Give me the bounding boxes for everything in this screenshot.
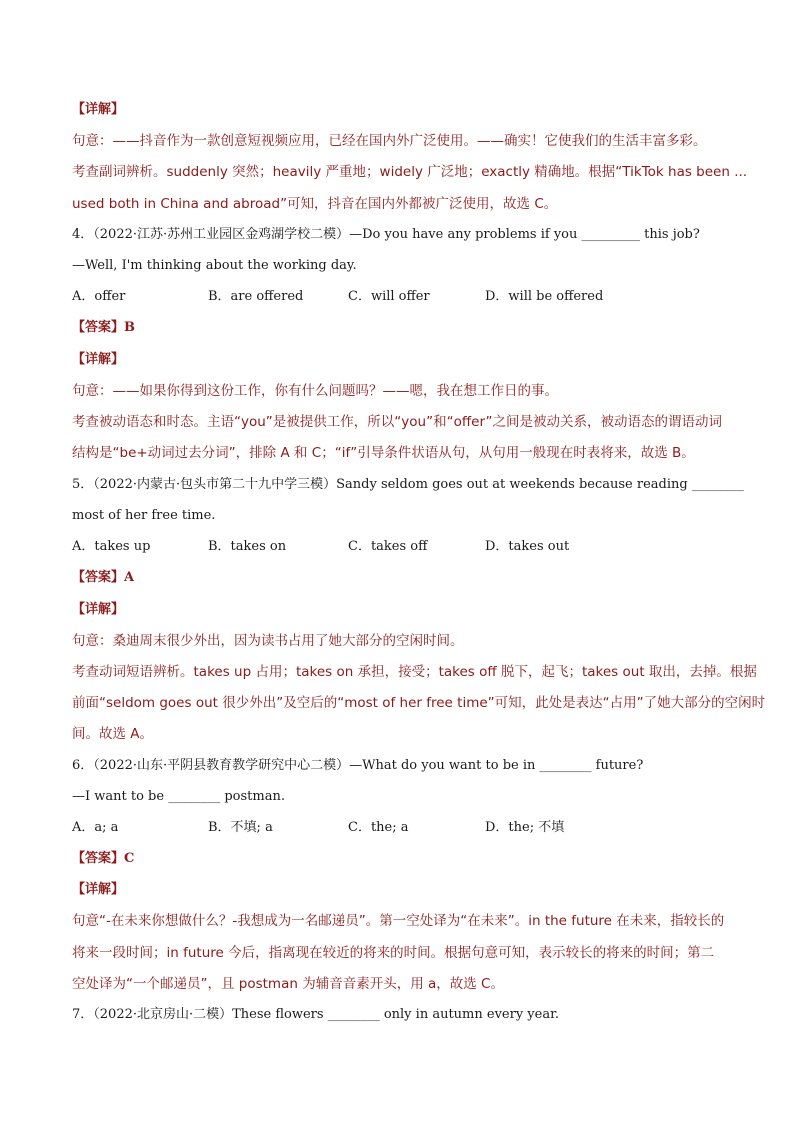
option-c: C．will offer [348,289,430,304]
q4-explain-line: 结构是“be+动词过去分词”，排除 A 和 C；“if”引导条件状语从句，从句用一般现在时表将来，故选 B。 [72,445,695,461]
q3-explain-line: used both in China and abroad”可知，抖音在国内外都被广泛使用，故选 C。 [72,196,558,212]
detail-heading: 【详解】 [72,602,125,617]
option-b: B．are offered [208,289,304,304]
q5-stem: 5．（2022·内蒙古·包头市第二十九中学三模）Sandy seldom goes out at weekends because reading ________ [72,477,744,492]
option-a: A．offer [72,289,126,304]
q7-stem: 7．（2022·北京房山·二模）These flowers ________ only in autumn every year. [72,1007,559,1022]
option-b: B．不填; a [208,820,273,835]
q4-explain-line: 考查被动语态和时态。主语“you”是被提供工作，所以“you”和“offer”之间是被动关系，被动语态的谓语动词 [72,414,723,430]
option-c: C．takes off [348,539,428,554]
option-b: B．takes on [208,539,287,554]
answer-label: 【答案】A [72,570,135,585]
option-d: D．will be offered [485,289,604,304]
option-a: A．a; a [72,820,119,835]
q6-explain-line: 将来一段时间；in future 今后，指离现在较近的将来的时间。根据句意可知，表示较长的将来的时间；第二 [72,945,715,961]
option-a: A．takes up [72,539,151,554]
q5-explain-line: 前面“seldom goes out 很少外出”及空后的“most of her free time”可知，此处是表达“占用”了她大部分的空闲时 [72,695,766,711]
q6-stem: —I want to be ________ postman. [72,789,285,804]
detail-heading: 【详解】 [72,102,125,117]
q4-stem: 4．（2022·江苏·苏州工业园区金鸡湖学校二模）—Do you have any problems if you _________ this job? [72,227,700,242]
option-c: C．the; a [348,820,409,835]
detail-heading: 【详解】 [72,352,125,367]
q4-stem: —Well, I'm thinking about the working day. [72,258,357,273]
option-d: D．takes out [485,539,570,554]
q3-explain-line: 句意：——抖音作为一款创意短视频应用，已经在国内外广泛使用。——确实！它使我们的生活丰富多彩。 [72,133,707,149]
q4-explain-line: 句意：——如果你得到这份工作，你有什么问题吗？——嗯，我在想工作日的事。 [72,383,558,399]
q5-explain-line: 间。故选 A。 [72,726,154,742]
q6-explain-line: 句意“-在未来你想做什么？-我想成为一名邮递员”。第一空处译为“在未来”。in the future 在未来，指较长的 [72,913,725,929]
q5-explain-line: 句意：桑迪周末很少外出，因为读书占用了她大部分的空闲时间。 [72,633,464,649]
detail-heading: 【详解】 [72,882,125,897]
q3-explain-line: 考查副词辨析。suddenly 突然；heavily 严重地；widely 广泛地；exactly 精确地。根据“TikTok has been ... [72,164,748,180]
q6-stem: 6．（2022·山东·平阴县教育教学研究中心二模）—What do you want to be in ________ future? [72,758,644,773]
q6-explain-line: 空处译为“一个邮递员”，且 postman 为辅音音素开头，用 a，故选 C。 [72,976,504,992]
q5-stem: most of her free time. [72,508,216,523]
answer-label: 【答案】C [72,851,135,866]
option-d: D．the; 不填 [485,820,565,835]
answer-label: 【答案】B [72,320,135,335]
q5-explain-line: 考查动词短语辨析。takes up 占用；takes on 承担，接受；takes off 脱下，起飞；takes out 取出，去掉。根据 [72,664,757,680]
